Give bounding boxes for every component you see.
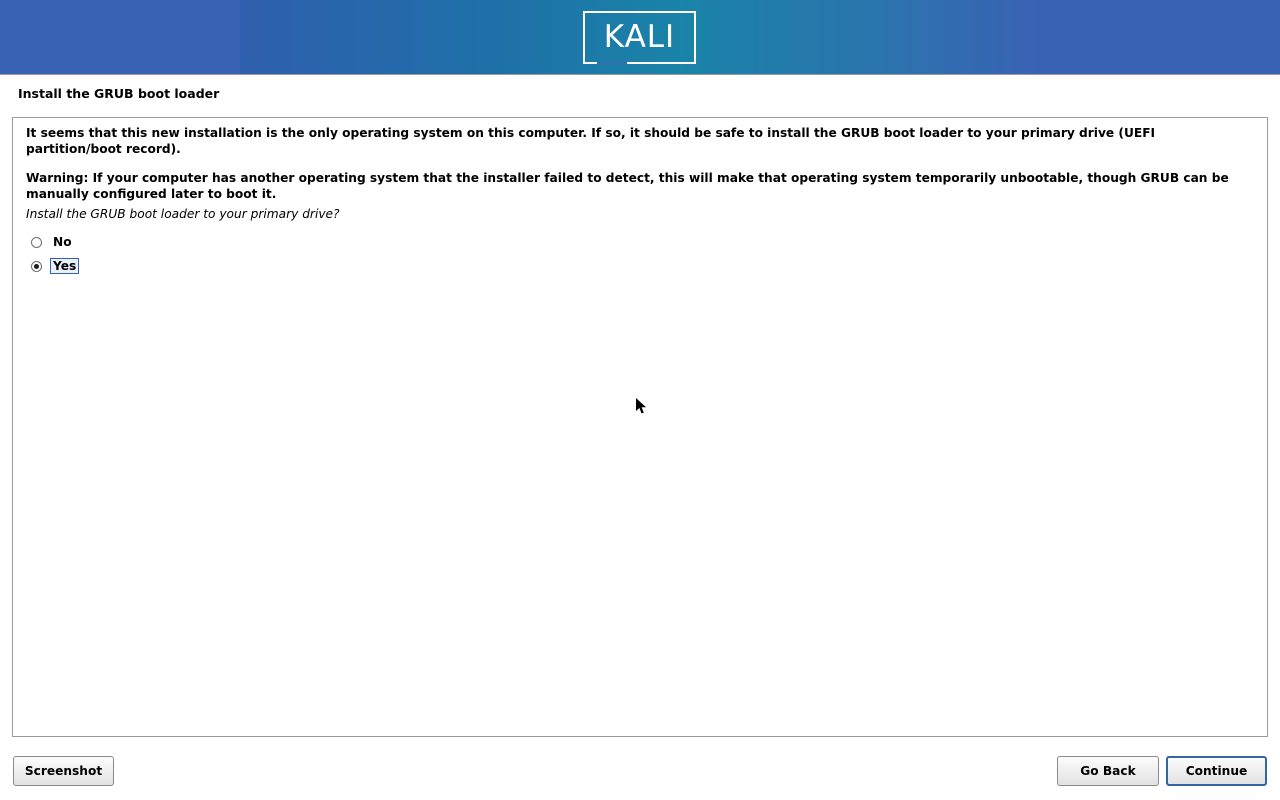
kali-installer-banner [0, 0, 1280, 75]
go-back-button[interactable]: Go Back [1057, 756, 1159, 786]
kali-logo-notch [597, 61, 627, 65]
kali-logo: KALI [583, 11, 696, 64]
warning-paragraph: Warning: If your computer has another operating system that the installer failed to detect, this will make that operating system temporarily unbootable, though GRUB can be manually configured later to boot it. [26, 171, 1229, 201]
page-title: Install the GRUB boot loader [18, 86, 220, 101]
banner-divider [0, 74, 1280, 75]
radio-button-no[interactable] [31, 237, 42, 248]
radio-option-no[interactable] [23, 230, 423, 254]
radio-button-yes[interactable] [31, 261, 42, 272]
continue-button[interactable]: Continue [1166, 756, 1267, 786]
info-paragraph: It seems that this new installation is the only operating system on this computer. If so, it should be safe to install the GRUB boot loader to your primary drive (UEFI partition/boot record). [26, 126, 1156, 156]
main-content-panel [12, 117, 1268, 737]
mouse-cursor-icon [636, 398, 648, 416]
radio-option-yes[interactable] [23, 254, 423, 278]
radio-label-no[interactable]: No [53, 235, 72, 249]
radio-label-yes[interactable]: Yes [50, 258, 79, 274]
question-label: Install the GRUB boot loader to your primary drive? [26, 207, 340, 221]
screenshot-button[interactable]: Screenshot [13, 756, 114, 786]
grub-install-radio-group[interactable] [23, 230, 423, 278]
